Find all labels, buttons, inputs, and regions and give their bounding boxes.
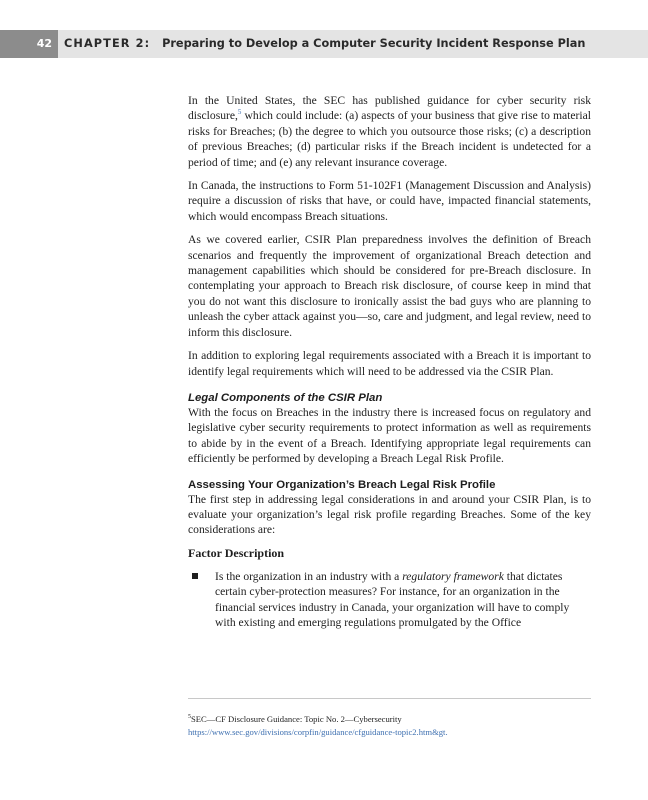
bullet-emphasis: regulatory framework (402, 569, 504, 583)
section-heading-legal-components: Legal Components of the CSIR Plan (188, 391, 383, 404)
chapter-heading (64, 30, 585, 58)
paragraph-legal-requirements: In addition to exploring legal requirements associated with a Breach it is important to identify legal requirements which will need to be addressed via the CSIR Plan. (188, 349, 591, 378)
list-item (215, 569, 591, 631)
section-heading-assessing-risk: Assessing Your Organization’s Breach Legal Risk Profile (188, 478, 496, 491)
paragraph-breach-focus: With the focus on Breaches in the industry there is increased focus on regulatory and legislative cyber security requirements to protect information as well as requirements to abide by in the event of a Breach. Identifying appropriate legal requirements can efficiently be performed by developing a Breach Legal Risk Profile. (188, 405, 591, 466)
square-bullet-icon (192, 573, 198, 579)
factor-description-heading: Factor Description (188, 545, 285, 560)
footnote-marker: 5 (188, 714, 191, 721)
paragraph-text: which could include: (a) aspects of your business that give rise to material risks for Breaches; (b) the degree to which you outsource those risks; (c) a description of previous Breaches; (d) particular risks if the Breach incident is undetected for a period of time; and (e) any relevant insurance coverage. (188, 109, 591, 169)
paragraph-preparedness: As we covered earlier, CSIR Plan preparedness involves the definition of Breach scenarios and frequently the improvement of organizational Breach detection and management capabilities which should be considered for pre-Breach disclosure. In contemplating your approach to Breach risk disclosure, of course keep in mind that you do not want this disclosure to ironically assist the bad guys who are planning to unleash the cyber attack against you—so, care and judgment, and legal review, need to inform this disclosure. (188, 233, 591, 339)
main-content (188, 93, 591, 630)
footnote (188, 713, 594, 739)
paragraph-canada: In Canada, the instructions to Form 51-102F1 (Management Discussion and Analysis) require a discussion of risks that have, or could have, impacted financial statements, which would encompass Breach situations. (188, 179, 591, 223)
paragraph-sec-guidance (188, 93, 591, 170)
paragraph-first-step: The first step in addressing legal considerations in and around your CSIR Plan, is to evaluate your organization’s legal risk profile regarding Breaches. Some of the key considerations are: (188, 492, 591, 537)
bullet-text: that dictates certain cyber-protection measures? For instance, for an organization in the financial services industry in Canada, your organization will have to comply with existing and emerging regulations promulgated by the Office (215, 569, 570, 629)
footnote-reference[interactable]: 5 (237, 108, 242, 117)
paragraph-text: In the United States, the SEC has published guidance for cyber security risk disclosure, (188, 94, 591, 123)
chapter-separator: : (144, 37, 151, 50)
chapter-label: CHAPTER 2 (64, 37, 145, 50)
footnote-divider (188, 698, 591, 699)
bullet-text: Is the organization in an industry with a (215, 569, 403, 583)
chapter-title: Preparing to Develop a Computer Security Incident Response Plan (162, 37, 586, 50)
footnote-text: SEC—CF Disclosure Guidance: Topic No. 2—Cybersecurity (191, 714, 402, 724)
page-number: 42 (0, 30, 58, 58)
list-item-text (215, 569, 591, 631)
footnote-link[interactable]: https://www.sec.gov/divisions/corpfin/guidance/cfguidance-topic2.htm&gt. (188, 727, 448, 737)
running-header (0, 30, 648, 58)
